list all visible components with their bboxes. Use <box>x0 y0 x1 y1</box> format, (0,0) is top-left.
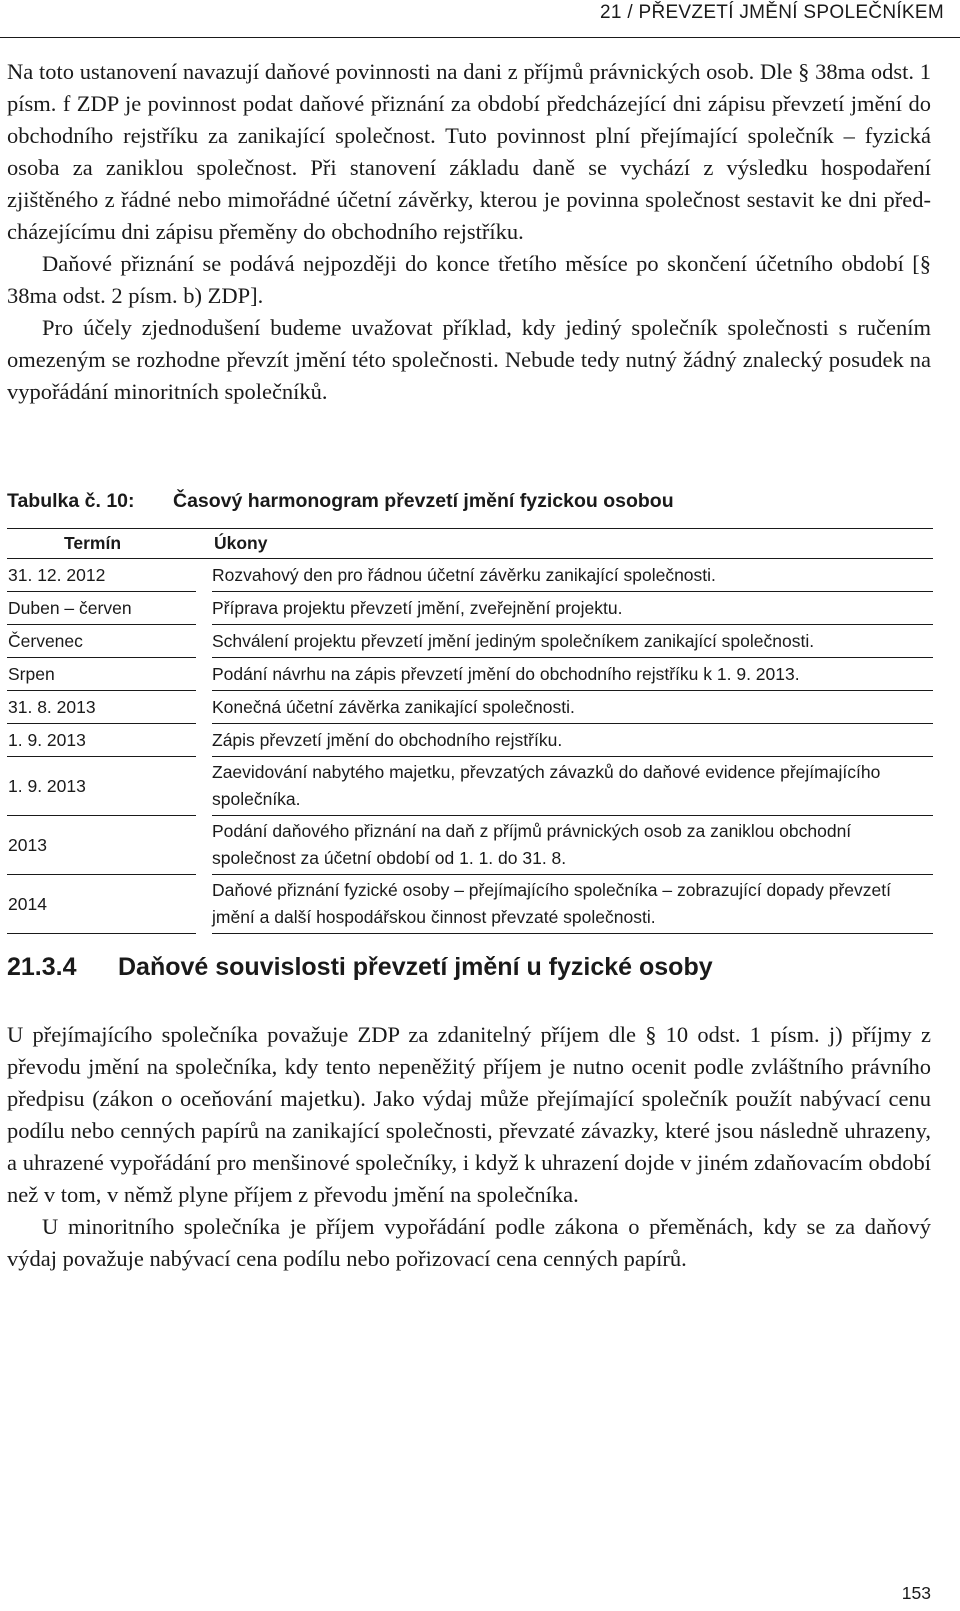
intro-paragraph: Daňové přiznání se podává nejpozději do konce třetího měsíce po skončení účetního období [§ 38ma odst. 2 písm. b) ZDP]. <box>7 251 931 308</box>
table-cell-task: Schválení projektu převzetí jmění jediným společníkem zanikající společnosti. <box>212 625 933 658</box>
table-cell-task: Podání návrhu na zápis převzetí jmění do obchodního rejstříku k 1. 9. 2013. <box>212 658 933 691</box>
table-row <box>7 691 933 724</box>
section-number: 21.3.4 <box>7 953 77 981</box>
table-row <box>7 625 933 658</box>
table-cell-term: Duben – červen <box>7 592 196 625</box>
table-cell-term: Srpen <box>7 658 196 691</box>
table-cell-term: 1. 9. 2013 <box>7 724 196 757</box>
table-row <box>7 658 933 691</box>
table-row <box>7 724 933 757</box>
table-cell-task: Rozvahový den pro řádnou účetní závěrku zanikající společnosti. <box>212 559 933 592</box>
header-divider <box>0 37 960 38</box>
schedule-table <box>7 528 933 934</box>
section-title: Daňové souvislosti převzetí jmění u fyzické osoby <box>118 953 713 981</box>
table-caption <box>7 490 674 513</box>
intro-paragraph: Pro účely zjednodušení budeme uvažovat příklad, kdy jediný společník společnosti s ručením omezeným se rozhodne převzít jmění této společnosti. Nebude tedy nutný žádný znalecký posudek na vypořádání minoritních společníků. <box>7 315 931 404</box>
page-number: 153 <box>901 1583 931 1603</box>
table-cell-task: Konečná účetní závěrka zanikající společnosti. <box>212 691 933 724</box>
table-cell-term: 31. 8. 2013 <box>7 691 196 724</box>
section-heading <box>7 953 713 982</box>
section-text <box>7 1019 931 1275</box>
table-header-row <box>7 529 933 559</box>
column-header-task: Úkony <box>212 529 933 559</box>
table-cell-term: Červenec <box>7 625 196 658</box>
intro-text <box>7 56 931 408</box>
column-header-term: Termín <box>7 529 196 559</box>
table-cell-task: Příprava projektu převzetí jmění, zveřejnění projektu. <box>212 592 933 625</box>
table-row <box>7 816 933 875</box>
table-cell-term: 2014 <box>7 875 196 934</box>
table-cell-term: 1. 9. 2013 <box>7 757 196 816</box>
table-cell-term: 2013 <box>7 816 196 875</box>
table-row <box>7 592 933 625</box>
table-cell-term: 31. 12. 2012 <box>7 559 196 592</box>
table-row <box>7 559 933 592</box>
table-cell-task: Daňové přiznání fyzické osoby – přejímajícího společníka – zobrazující dopady převzetí jmění a další hospodářskou činnost převzaté společnosti. <box>212 875 933 934</box>
section-paragraph: U minoritního společníka je příjem vypořádání podle zákona o přeměnách, kdy se za daňový výdaj považuje nabývací cena podílu nebo pořizovací cena cenných papírů. <box>7 1214 931 1271</box>
table-cell-task: Zápis převzetí jmění do obchodního rejstříku. <box>212 724 933 757</box>
running-header: 21 / PŘEVZETÍ JMĚNÍ SPOLEČNÍKEM <box>600 2 944 23</box>
table-caption-number: Tabulka č. 10: <box>7 490 135 512</box>
section-paragraph: U přejímajícího společníka považuje ZDP za zdanitelný příjem dle § 10 odst. 1 písm. j) příjmy z převodu jmění na společníka, kdy tento nepeněžitý příjem je nutno ocenit podle zvláštního právního předpisu (zákon o oceňování majetku). Jako výdaj může přejímající společník použít nabývací cenu podílu nebo cenných papírů na zanikající společnosti, převzaté závazky, které jsou následně uhrazeny, a uhrazené vypořádání pro menšinové společníky, i když k uhrazení dojde v jiném zdaňovacím období než v tom, v němž plyne příjem z převodu jmění na společníka. <box>7 1022 931 1207</box>
table-cell-task: Podání daňového přiznání na daň z příjmů právnických osob za zaniklou obchodní společnost za účetní období od 1. 1. do 31. 8. <box>212 816 933 875</box>
intro-paragraph: Na toto ustanovení navazují daňové povinnosti na dani z příjmů právnických osob. Dle § 38ma odst. 1 písm. f ZDP je povinnost podat daňové přiznání za období předcházející dni zápisu převzetí jmění do obchodního rejstříku za zanikající společnost. Tuto povinnost plní přejímající společník – fyzická osoba za zaniklou společnost. Při stanovení základu daně se vychází z výsledku hospodaření zjištěného z řádné nebo mimořádné účetní závěrky, kterou je povinna společnost sestavit ke dni předcházejícímu dni zápisu přeměny do obchodního rejstříku. <box>7 59 931 244</box>
table-row <box>7 757 933 816</box>
table-caption-title: Časový harmonogram převzetí jmění fyzickou osobou <box>173 490 674 512</box>
table-cell-task: Zaevidování nabytého majetku, převzatých závazků do daňové evidence přejímajícího společníka. <box>212 757 933 816</box>
table-row <box>7 875 933 934</box>
